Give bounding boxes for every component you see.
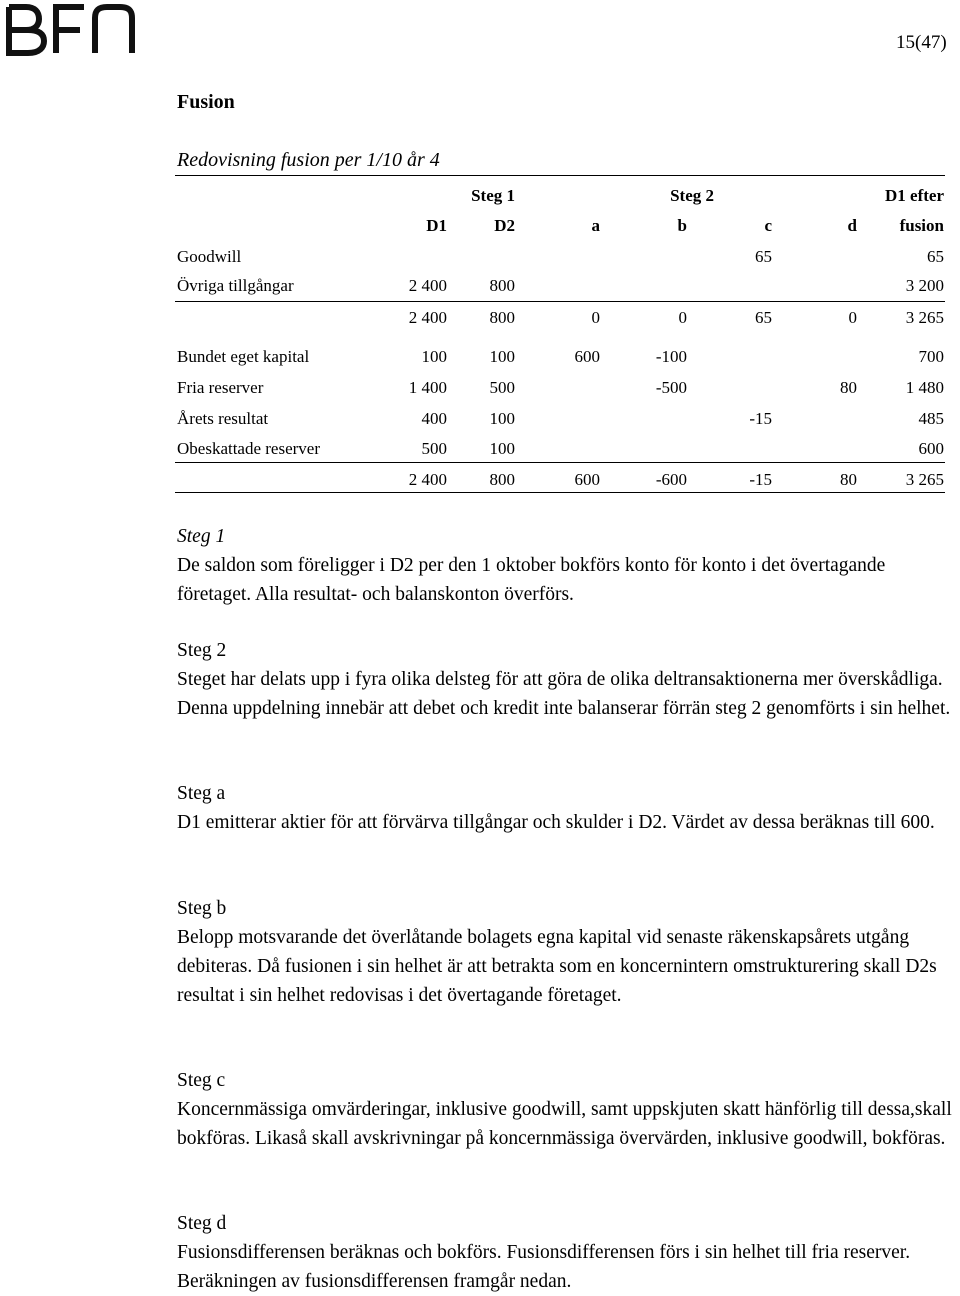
table-cell: 1 480	[905, 378, 944, 397]
table-cell: 600	[574, 470, 600, 489]
table-top-rule	[175, 175, 945, 176]
table-row	[0, 276, 960, 300]
row-label: Obeskattade reserver	[177, 439, 321, 458]
row-label: Fria reserver	[177, 378, 264, 397]
group-header-steg1: Steg 1	[471, 186, 515, 205]
table-cell: 800	[489, 276, 515, 295]
table-cell: -15	[749, 409, 772, 428]
table-cell: 65	[755, 308, 772, 327]
table-cell: 485	[918, 409, 944, 428]
table-cell: 3 200	[905, 276, 944, 295]
page-number: 15(47)	[896, 32, 947, 53]
section-title: Steg a	[177, 783, 226, 804]
table-cell: 0	[678, 308, 687, 327]
table-cell: 0	[848, 308, 857, 327]
section-title: Steg 2	[177, 640, 227, 661]
section-steg-b	[177, 894, 957, 1010]
table-row	[0, 347, 960, 371]
table-row	[0, 409, 960, 433]
table-cell: 100	[489, 347, 515, 366]
table-cell: -500	[655, 378, 687, 397]
table-cell: -100	[655, 347, 687, 366]
table-cell: 800	[489, 470, 515, 489]
table-column-header-row	[0, 216, 960, 240]
table-cell: 3 265	[905, 308, 944, 327]
section-steg-a	[177, 779, 957, 837]
section-title: Steg d	[177, 1213, 227, 1234]
section-steg-c	[177, 1066, 957, 1153]
table-group-header-row	[0, 186, 960, 210]
table-cell: 80	[840, 470, 857, 489]
column-header: b	[677, 216, 687, 235]
table-cell: 2 400	[408, 308, 447, 327]
column-header: D1	[426, 216, 447, 235]
table-cell: 80	[840, 378, 857, 397]
table-cell: 65	[927, 247, 944, 266]
section-heading: Fusion	[177, 91, 235, 113]
table-cell: 3 265	[905, 470, 944, 489]
assets-rule	[175, 301, 945, 302]
column-header: fusion	[899, 216, 944, 235]
table-row	[0, 439, 960, 463]
table-cell: 100	[489, 439, 515, 458]
section-text: Fusionsdifferensen beräknas och bokförs. Fusionsdifferensen förs i sin helhet till fria reserver. Beräkningen av fusionsdifferensen framgår nedan.	[177, 1242, 911, 1292]
table-row	[0, 378, 960, 402]
table-cell: 700	[918, 347, 944, 366]
table-cell: 500	[489, 378, 515, 397]
section-steg-2	[177, 636, 957, 723]
section-text: Belopp motsvarande det överlåtande bolagets egna kapital vid senaste räkenskapsårets utgång debiteras. Då fusionen i sin helhet är att betrakta som en koncernintern omstrukturering skall D2s resultat i sin helhet redovisas i det övertagande företaget.	[177, 927, 937, 1006]
table-row	[0, 247, 960, 271]
table-cell: 0	[591, 308, 600, 327]
row-label: Övriga tillgångar	[177, 276, 294, 295]
section-title: Steg 1	[177, 526, 226, 547]
table-cell: 600	[918, 439, 944, 458]
table-cell: 100	[421, 347, 447, 366]
table-cell: 2 400	[408, 276, 447, 295]
table-cell: -600	[655, 470, 687, 489]
section-title: Steg b	[177, 898, 227, 919]
table-bottom-rule	[175, 492, 945, 493]
assets-total-row	[0, 308, 960, 332]
equity-total-row	[0, 470, 960, 494]
table-cell: 800	[489, 308, 515, 327]
column-header: d	[847, 216, 857, 235]
section-steg-d	[177, 1209, 957, 1296]
table-cell: 400	[421, 409, 447, 428]
section-text: Steget har delats upp i fyra olika delsteg för att göra de olika deltransaktionerna mer överskådliga. Denna uppdelning innebär att debet och kredit inte balanserar förrän steg 2 genomförts i sin helhet.	[177, 669, 951, 719]
table-cell: 65	[755, 247, 772, 266]
section-text: Koncernmässiga omvärderingar, inklusive goodwill, samt uppskjuten skatt hänförlig till dessa,skall bokföras. Likaså skall avskrivningar på koncernmässiga övervärden, inklusive goodwill, bokföras.	[177, 1099, 952, 1149]
row-label: Bundet eget kapital	[177, 347, 310, 366]
row-label: Årets resultat	[177, 409, 269, 428]
equity-rule	[175, 462, 945, 463]
section-text: D1 emitterar aktier för att förvärva tillgångar och skulder i D2. Värdet av dessa beräknas till 600.	[177, 812, 935, 833]
column-header: a	[591, 216, 600, 235]
section-text: De saldon som föreligger i D2 per den 1 oktober bokförs konto för konto i det övertagande företaget. Alla resultat- och balanskonton överförs.	[177, 555, 886, 605]
group-header-steg2: Steg 2	[670, 186, 714, 205]
table-cell: 1 400	[408, 378, 447, 397]
bfn-logo	[4, 4, 138, 56]
table-cell: 500	[421, 439, 447, 458]
column-header: D2	[494, 216, 515, 235]
column-header: c	[764, 216, 772, 235]
table-cell: 2 400	[408, 470, 447, 489]
table-cell: -15	[749, 470, 772, 489]
group-header-d1-efter: D1 efter	[885, 186, 944, 205]
table-title: Redovisning fusion per 1/10 år 4	[177, 149, 440, 171]
section-title: Steg c	[177, 1070, 226, 1091]
section-steg-1	[177, 522, 957, 609]
row-label: Goodwill	[177, 247, 242, 266]
table-cell: 100	[489, 409, 515, 428]
table-cell: 600	[574, 347, 600, 366]
